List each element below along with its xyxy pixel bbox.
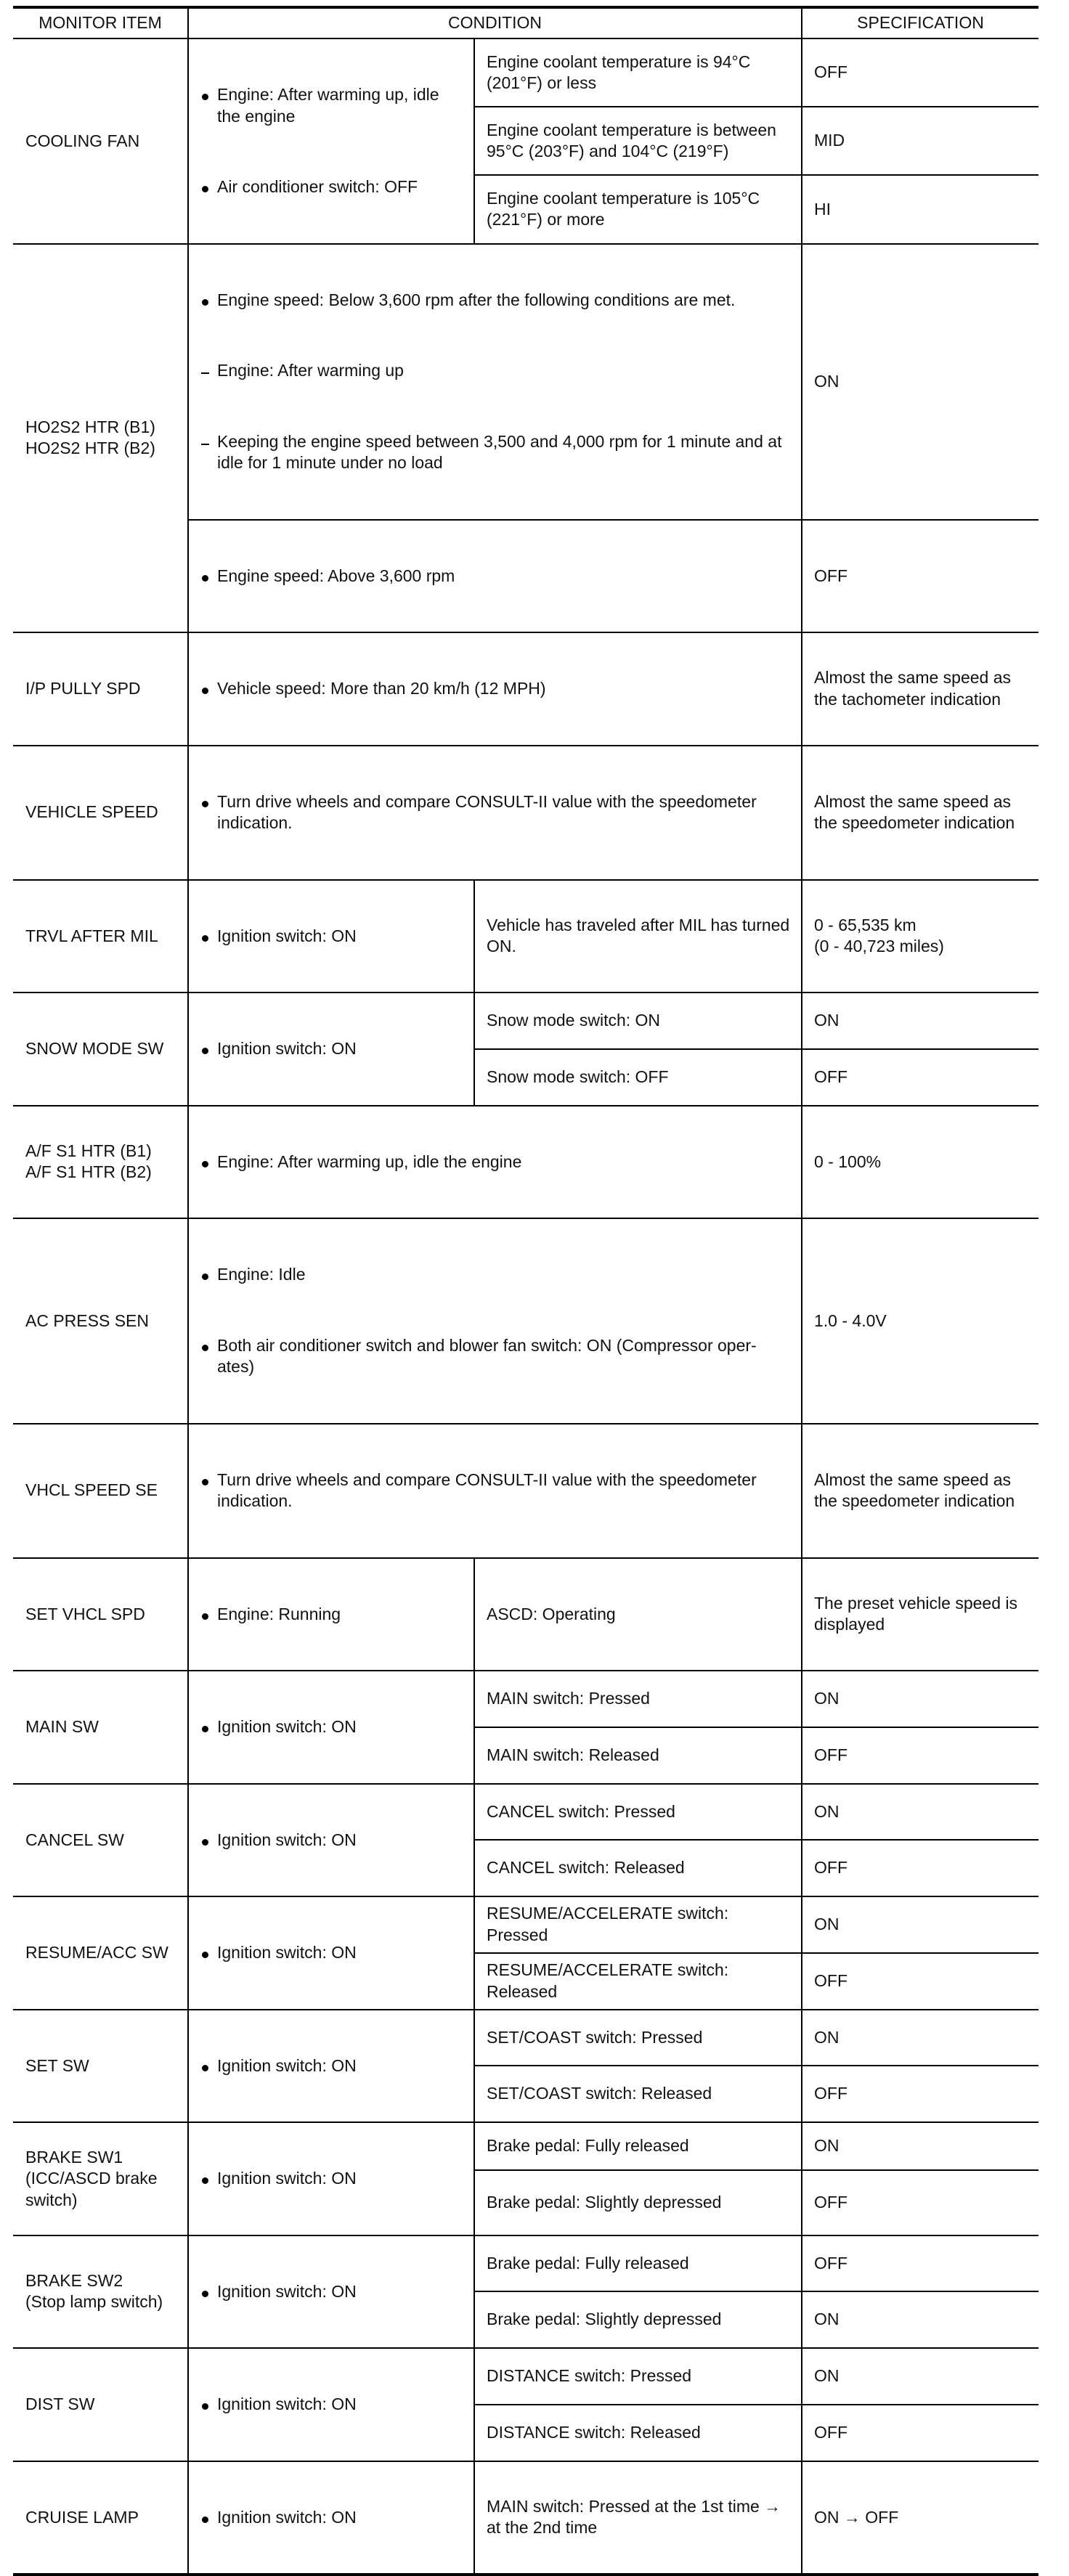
condition-bullet: Ignition switch: ON xyxy=(201,1716,468,1738)
specification: OFF xyxy=(802,2235,1038,2292)
row-ho2s2-htr xyxy=(13,244,1038,520)
row-vehicle-speed xyxy=(13,746,1038,880)
sub-condition: MAIN switch: Pressed xyxy=(474,1671,802,1727)
condition xyxy=(188,1218,802,1424)
specification: ON xyxy=(802,993,1038,1049)
sub-condition: Brake pedal: Slightly depressed xyxy=(474,2291,802,2348)
specification: The preset vehicle speed is displayed xyxy=(802,1558,1038,1671)
condition-bullet: Engine: After warming up, idle the engine xyxy=(201,1152,795,1173)
specification: OFF xyxy=(802,2405,1038,2461)
condition-bullet: Ignition switch: ON xyxy=(201,1942,468,1964)
row-cancel-sw xyxy=(13,1784,1038,1841)
monitor-item: AC PRESS SEN xyxy=(13,1218,188,1424)
condition xyxy=(188,2348,474,2461)
specification: OFF xyxy=(802,2170,1038,2235)
specification: ON xyxy=(802,1784,1038,1841)
monitor-item: CANCEL SW xyxy=(13,1784,188,1897)
condition-bullet: Ignition switch: ON xyxy=(201,2281,468,2303)
specification: ON → OFF xyxy=(802,2461,1038,2575)
row-cruise-lamp xyxy=(13,2461,1038,2575)
condition xyxy=(188,1896,474,2010)
header-monitor-item: MONITOR ITEM xyxy=(13,7,188,38)
specification: ON xyxy=(802,1671,1038,1727)
condition xyxy=(188,38,474,244)
monitor-item: BRAKE SW2 (Stop lamp switch) xyxy=(13,2235,188,2349)
condition-detail: Keeping the engine speed between 3,500 and 4,000 rpm for 1 minute and at idle for 1 minute under no load xyxy=(201,431,795,474)
monitor-item: CRUISE LAMP xyxy=(13,2461,188,2575)
specification: OFF xyxy=(802,1953,1038,2010)
condition-bullet: Ignition switch: ON xyxy=(201,2055,468,2077)
condition-bullet: Engine speed: Above 3,600 rpm xyxy=(201,566,795,587)
row-ip-pully-spd xyxy=(13,632,1038,746)
sub-condition: Brake pedal: Slightly depressed xyxy=(474,2170,802,2235)
header-condition: CONDITION xyxy=(188,7,802,38)
sub-condition: Engine coolant temperature is between 95°C (203°F) and 104°C (219°F) xyxy=(474,107,802,175)
header-row xyxy=(13,7,1038,38)
condition xyxy=(188,520,802,633)
sub-condition: CANCEL switch: Pressed xyxy=(474,1784,802,1841)
condition-bullet: Air conditioner switch: OFF xyxy=(201,176,468,198)
specification: MID xyxy=(802,107,1038,175)
sub-condition: RESUME/ACCELERATE switch: Pressed xyxy=(474,1896,802,1953)
monitor-item: BRAKE SW1 (ICC/ASCD brake switch) xyxy=(13,2122,188,2235)
specification: OFF xyxy=(802,1840,1038,1896)
row-set-sw xyxy=(13,2010,1038,2066)
condition-bullet: Ignition switch: ON xyxy=(201,2168,468,2190)
row-main-sw xyxy=(13,1671,1038,1727)
specification: 1.0 - 4.0V xyxy=(802,1218,1038,1424)
monitor-item: TRVL AFTER MIL xyxy=(13,880,188,993)
row-brake-sw1 xyxy=(13,2122,1038,2170)
specification: ON xyxy=(802,1896,1038,1953)
monitor-item: HO2S2 HTR (B1) HO2S2 HTR (B2) xyxy=(13,244,188,633)
specification: Almost the same speed as the speedometer indication xyxy=(802,746,1038,880)
condition-bullet: Ignition switch: ON xyxy=(201,926,468,947)
condition xyxy=(188,2461,474,2575)
monitor-item: I/P PULLY SPD xyxy=(13,632,188,746)
specification: HI xyxy=(802,175,1038,243)
monitor-item: A/F S1 HTR (B1) A/F S1 HTR (B2) xyxy=(13,1106,188,1219)
condition-detail: Engine: After warming up xyxy=(201,360,795,382)
sub-condition: ASCD: Operating xyxy=(474,1558,802,1671)
row-af-s1-htr xyxy=(13,1106,1038,1219)
monitor-item: COOLING FAN xyxy=(13,38,188,244)
condition xyxy=(188,1106,802,1219)
sub-condition: Engine coolant temperature is 94°C (201°F) or less xyxy=(474,38,802,107)
condition xyxy=(188,244,802,520)
condition-bullet: Turn drive wheels and compare CONSULT-II value with the speedometer indication. xyxy=(201,791,795,834)
condition-bullet: Turn drive wheels and compare CONSULT-II value with the speedometer indication. xyxy=(201,1470,795,1512)
row-vhcl-speed-se xyxy=(13,1424,1038,1558)
sub-condition: Snow mode switch: ON xyxy=(474,993,802,1049)
sub-condition: Engine coolant temperature is 105°C (221°F) or more xyxy=(474,175,802,243)
specification: ON xyxy=(802,2291,1038,2348)
sub-condition: Brake pedal: Fully released xyxy=(474,2122,802,2170)
row-cooling-fan xyxy=(13,38,1038,107)
sub-condition: DISTANCE switch: Released xyxy=(474,2405,802,2461)
condition xyxy=(188,1424,802,1558)
sub-condition: DISTANCE switch: Pressed xyxy=(474,2348,802,2405)
condition-bullet: Engine: After warming up, idle the engine xyxy=(201,84,468,127)
specification: 0 - 100% xyxy=(802,1106,1038,1219)
specification: OFF xyxy=(802,1049,1038,1106)
condition xyxy=(188,880,474,993)
monitor-item: VHCL SPEED SE xyxy=(13,1424,188,1558)
condition-bullet: Ignition switch: ON xyxy=(201,1038,468,1060)
monitor-item-table xyxy=(13,6,1038,2576)
specification: OFF xyxy=(802,2066,1038,2122)
monitor-item: SNOW MODE SW xyxy=(13,993,188,1106)
sub-condition: Vehicle has traveled after MIL has turned ON. xyxy=(474,880,802,993)
sub-condition: SET/COAST switch: Released xyxy=(474,2066,802,2122)
condition-bullet: Engine speed: Below 3,600 rpm after the following conditions are met. xyxy=(201,290,795,311)
row-brake-sw2 xyxy=(13,2235,1038,2292)
condition xyxy=(188,1558,474,1671)
condition-bullet: Engine: Idle xyxy=(201,1264,795,1286)
monitor-item: DIST SW xyxy=(13,2348,188,2461)
condition xyxy=(188,1784,474,1897)
condition xyxy=(188,2235,474,2349)
condition xyxy=(188,1671,474,1784)
specification: OFF xyxy=(802,38,1038,107)
row-resume-acc-sw xyxy=(13,1896,1038,1953)
row-trvl-after-mil xyxy=(13,880,1038,993)
specification: OFF xyxy=(802,1727,1038,1784)
monitor-item: SET VHCL SPD xyxy=(13,1558,188,1671)
condition xyxy=(188,993,474,1106)
sub-condition: RESUME/ACCELERATE switch: Released xyxy=(474,1953,802,2010)
sub-condition: CANCEL switch: Released xyxy=(474,1840,802,1896)
condition-bullet: Both air conditioner switch and blower fan switch: ON (Compressor oper- ates) xyxy=(201,1335,795,1378)
condition xyxy=(188,746,802,880)
condition-bullet: Engine: Running xyxy=(201,1604,468,1626)
monitor-item: VEHICLE SPEED xyxy=(13,746,188,880)
specification: ON xyxy=(802,244,1038,520)
condition xyxy=(188,2122,474,2235)
specification: 0 - 65,535 km (0 - 40,723 miles) xyxy=(802,880,1038,993)
sub-condition: MAIN switch: Pressed at the 1st time → at the 2nd time xyxy=(474,2461,802,2575)
specification: OFF xyxy=(802,520,1038,633)
specification: ON xyxy=(802,2348,1038,2405)
row-snow-mode-sw xyxy=(13,993,1038,1049)
condition-bullet: Ignition switch: ON xyxy=(201,1830,468,1851)
sub-condition: SET/COAST switch: Pressed xyxy=(474,2010,802,2066)
sub-condition: MAIN switch: Released xyxy=(474,1727,802,1784)
monitor-item: RESUME/ACC SW xyxy=(13,1896,188,2010)
sub-condition: Snow mode switch: OFF xyxy=(474,1049,802,1106)
row-dist-sw xyxy=(13,2348,1038,2405)
specification: Almost the same speed as the tachometer indication xyxy=(802,632,1038,746)
specification: Almost the same speed as the speedometer indication xyxy=(802,1424,1038,1558)
condition-bullet: Ignition switch: ON xyxy=(201,2394,468,2416)
header-specification: SPECIFICATION xyxy=(802,7,1038,38)
specification: ON xyxy=(802,2122,1038,2170)
row-ac-press-sen xyxy=(13,1218,1038,1424)
monitor-item: MAIN SW xyxy=(13,1671,188,1784)
condition xyxy=(188,632,802,746)
condition-bullet: Ignition switch: ON xyxy=(201,2507,468,2529)
row-set-vhcl-spd xyxy=(13,1558,1038,1671)
condition-bullet: Vehicle speed: More than 20 km/h (12 MPH) xyxy=(201,678,795,700)
condition xyxy=(188,2010,474,2123)
specification: ON xyxy=(802,2010,1038,2066)
monitor-item: SET SW xyxy=(13,2010,188,2123)
sub-condition: Brake pedal: Fully released xyxy=(474,2235,802,2292)
